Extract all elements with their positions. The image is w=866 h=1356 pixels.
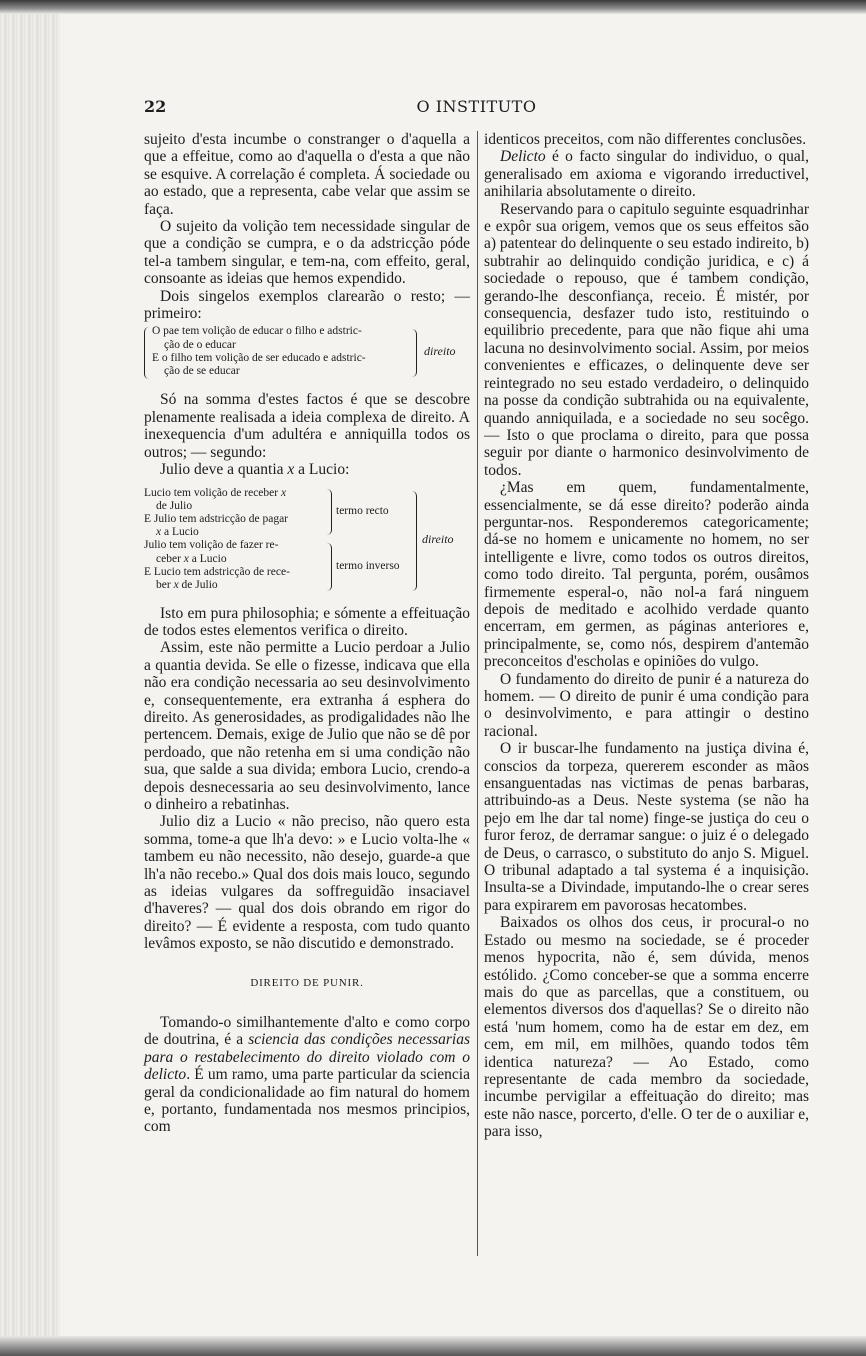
brace-label-termo-recto: termo recto (336, 504, 389, 517)
paragraph: sujeito d'esta incumbe o constranger o d'aquella a que a effeitue, como ao d'aquella o d'esta a que não se esquive. A correlação é completa. Á sociedade ou ao estado, que a representa, cabe velar que assim se faça. (144, 131, 470, 218)
schema-line: ção de se educar (164, 365, 240, 378)
paragraph: Isto em pura philosophia; e sómente a effeituação de todos estes elementos verifica o direito. (144, 604, 470, 639)
paragraph: O ir buscar-lhe fundamento na justiça divina é, conscios da torpeza, quererem esconder as mãos ensanguentadas nas victimas de penas barbaras, attribuindo-as a Deus. Neste systema (se não ha pejo em lhe dar tal nome) finge-se justiça do ceu o furor feroz, de derramar sangue: o juiz é o delegado de Deus, o carrasco, o substituto do anjo S. Miguel. O tribunal adaptado a tal systema é a inquisição. Insulta-se a Divindade, imputando-lhe o crear seres para expirarem em pavorosas hecatombes. (484, 740, 809, 914)
right-brace (412, 491, 417, 591)
schema-line: Lucio tem volição de receber x (144, 486, 287, 499)
italic-definition: sciencia das condições necessarias para o restabelecimento do direito violado com o delicto (144, 1031, 470, 1084)
schema-line: ceber x a Lucio (156, 552, 227, 565)
italic-term: Delicto (500, 148, 546, 166)
paragraph: Dois singelos exemplos clarearão o resto; — primeiro: (144, 287, 470, 323)
schema-line: ção de o educar (164, 338, 236, 351)
schema-line: Julio tem volição de fazer re- (144, 539, 279, 552)
page-top-edge (0, 0, 866, 14)
left-brace (144, 327, 149, 379)
paragraph: Baixados os olhos dos ceus, ir procural-o no Estado ou mesmo na sociedade, se é proceder menos hypocrita, não é, sem dúvida, menos estólido. ¿Como conceber-se que a somma encerre mais do que as parcellas, que a constituem, ou elementos diversos dos d'aquellas? Se o direito não está 'num homem, como ha de estar em dez, em cem, em mil, em milhões, quando todos têm identica natureza? — Ao Estado, como representante de cada membro da sociedade, incumbe pervigilar a effeituação do direito; mas este não nasce, porcerto, d'elle. O ter de o auxiliar e, para isso, (484, 914, 809, 1141)
paragraph: Julio deve a quantia x a Lucio: (160, 461, 350, 479)
paragraph: O fundamento do direito de punir é a natureza do homem. — O direito de punir é uma condição para o desinvolvimento, e para attingir o destino racional. (484, 670, 809, 740)
schema-line: ber x de Julio (156, 578, 218, 591)
paragraph: Tomando-o similhantemente d'alto e como corpo de doutrina, é a sciencia das condições necessarias para o restabelecimento do direito violado com o delicto. É um ramo, uma parte particular da sciencia geral da condicionalidade ao fim natural do homem e, portanto, fundamentada nos mesmos principios, com (144, 1014, 470, 1136)
schema-second-example (144, 487, 470, 595)
right-brace (327, 489, 332, 535)
page-number: 22 (144, 97, 167, 116)
section-heading: DIREITO DE PUNIR. (250, 976, 364, 989)
brace-label-direito: direito (422, 531, 454, 546)
paragraph: ¿Mas em quem, fundamentalmente, essencialmente, se dá esse direito? poderão ainda perguntar-nos. Responderemos categoricamente; dá-se no homem e unicamente no homem, no ser intelligente e livre, como todos os outros direitos, como todo direito. Tal pergunta, porém, ousâmos firmemente esperal-o, não nol-a fará ninguem depois de meditado e acolhido verdade quanto encerram, em germen, as páginas anteriores e, principalmente, se, como nós, despirem d'antemão preconceitos d'escholas e opiniões do vulgo. (484, 479, 809, 671)
paragraph: identicos preceitos, com não differentes conclusões. (484, 131, 807, 148)
schema-line: E o filho tem volição de ser educado e adstric- (152, 351, 366, 364)
paragraph: Só na somma d'estes factos é que se descobre plenamente realisada a ideia complexa de direito. A inexequencia d'um adultéra e anniquilla todos os outros; — segundo: (144, 391, 470, 461)
schema-line: de Julio (156, 499, 193, 512)
paragraph: Reservando para o capitulo seguinte esquadrinhar e expôr sua origem, vemos que os seus effeitos são a) patentear do delinquente o seu estado indireito, b) subtrahir ao delinquido condição juridica, e c) á sociedade o repouso, que é tambem condição, gerando-lhe desconfiança, receio. É mistér, por consequencia, desfazer tudo isto, restituindo o equilibrio precedente, para que não fique ahi uma lacuna no desinvolvimento social. Assim, por meios convenientes e efficazes, o delinquente deve ser reintegrado no seu estado verdadeiro, o delinquido na posse da condição subtrahida ou na equivalente, quando anniquilada, e a sociedade no seu socêgo. — Isto o que proclama o direito, para que possa seguir por diante o harmonico desinvolvimento de todos. (484, 200, 809, 479)
paragraph: Delicto é o facto singular do individuo, o qual, generalisado em axioma e vigorando irreductivel, anihilaria absolutamente o direito. (484, 148, 809, 201)
right-brace (412, 329, 417, 377)
right-brace (327, 543, 332, 591)
paragraph: Assim, este não permitte a Lucio perdoar a Julio a quantia devida. Se elle o fizesse, indicava que ella não era condição necessaria ao seu desinvolvimento e, consequentemente, era extranha á esphera do direito. As generosidades, as prodigalidades não lhe pertencem. Demais, exige de Julio que não se dê por perdoado, que não retenha em si uma condição não sua, que salde a sua divida; embora Lucio, crendo-a depois desnecessaria ao seu desinvolvimento, lance o dinheiro a rebatinhas. (144, 639, 470, 813)
schema-line: E Julio tem adstricção de pagar (144, 512, 289, 525)
schema-line: x a Lucio (156, 526, 199, 539)
paragraph: Julio diz a Lucio « não preciso, não quero esta somma, tome-a que lh'a devo: » e Lucio volta-lhe « tambem eu não necessito, não desejo, guarde-a que lh'a não recebo.» Qual dos dois mais louco, segundo as ideias vulgares da soffreguidão insaciavel d'haveres? — qual dos dois obrando em rigor do direito? — É evidente a resposta, com tudo quanto levâmos exposto, se não discutido e demonstrado. (144, 813, 470, 953)
column-divider (477, 131, 478, 1256)
running-head (144, 97, 809, 119)
left-column (144, 131, 470, 1136)
schema-line: E Lucio tem adstricção de rece- (144, 565, 290, 578)
brace-label-direito: direito (424, 344, 456, 359)
page-bottom-edge (0, 1336, 866, 1356)
variable-x: x (287, 461, 295, 479)
paragraph: O sujeito da volição tem necessidade singular de que a condição se cumpra, e o da adstricção póde tel-a tambem singular, e tem-na, com effeito, geral, consoante as ideias que hemos expendido. (144, 218, 470, 288)
book-binding-shadow (0, 0, 60, 1356)
right-column (484, 131, 809, 1141)
schema-line: O pae tem volição de educar o filho e adstric- (152, 325, 362, 338)
brace-label-termo-inverso: termo inverso (336, 559, 400, 572)
schema-first-example (144, 325, 470, 381)
journal-title: O INSTITUTO (416, 97, 537, 116)
